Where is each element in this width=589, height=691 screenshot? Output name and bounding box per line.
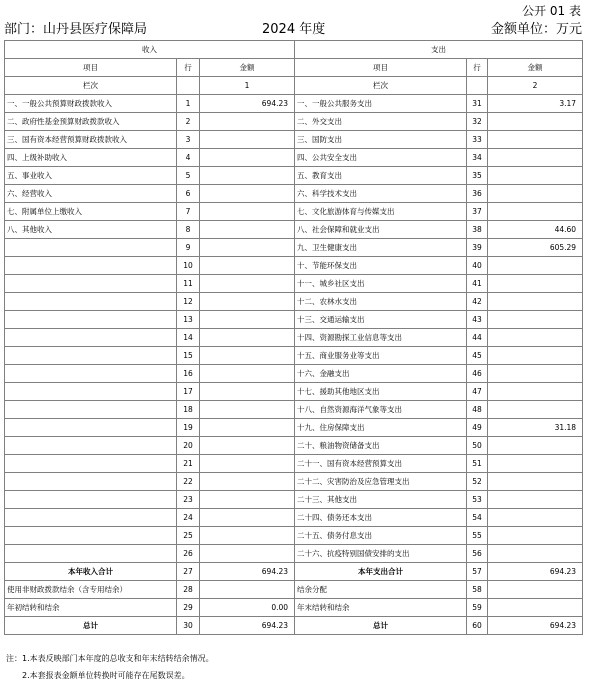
expense-line-cell: 31 (467, 95, 488, 113)
income-amount-cell (200, 401, 295, 419)
income-line-cell: 10 (177, 257, 200, 275)
table-row (5, 365, 583, 383)
income-item-cell: 三、国有资本经营预算财政拨款收入 (5, 131, 177, 149)
income-amount-cell (200, 257, 295, 275)
expense-amount-cell (488, 527, 583, 545)
table-row (5, 401, 583, 419)
table-row (5, 437, 583, 455)
expense-amount-cell (488, 455, 583, 473)
expense-item-cell: 十二、农林水支出 (295, 293, 467, 311)
expense-line-cell: 60 (467, 617, 488, 635)
income-item-cell: 二、政府性基金预算财政拨款收入 (5, 113, 177, 131)
income-item-cell: 八、其他收入 (5, 221, 177, 239)
table-row (5, 599, 583, 617)
income-item-cell: 使用非财政拨款结余（含专用结余） (5, 581, 177, 599)
table-row (5, 185, 583, 203)
income-line-cell: 8 (177, 221, 200, 239)
income-amount-cell (200, 113, 295, 131)
expense-section-title: 支出 (295, 41, 583, 59)
income-line-cell: 21 (177, 455, 200, 473)
expense-line-cell: 35 (467, 167, 488, 185)
income-amount-cell (200, 203, 295, 221)
expense-amount-cell (488, 185, 583, 203)
expense-item-cell: 十九、住房保障支出 (295, 419, 467, 437)
expense-line-cell: 56 (467, 545, 488, 563)
expense-item-cell: 二十五、债务付息支出 (295, 527, 467, 545)
expense-amount-cell: 44.60 (488, 221, 583, 239)
expense-line-cell: 55 (467, 527, 488, 545)
expense-line-cell: 32 (467, 113, 488, 131)
income-line-cell: 6 (177, 185, 200, 203)
expense-item-cell: 十五、商业服务业等支出 (295, 347, 467, 365)
income-line-cell: 30 (177, 617, 200, 635)
expense-amount-seq: 2 (488, 77, 583, 95)
income-expense-table (4, 40, 583, 635)
expense-item-cell: 九、卫生健康支出 (295, 239, 467, 257)
expense-line-cell: 52 (467, 473, 488, 491)
income-seq-line (177, 77, 200, 95)
expense-amount-cell (488, 347, 583, 365)
income-item-cell: 本年收入合计 (5, 563, 177, 581)
expense-item-cell: 二十一、国有资本经营预算支出 (295, 455, 467, 473)
income-line-cell: 7 (177, 203, 200, 221)
expense-line-cell: 48 (467, 401, 488, 419)
income-line-cell: 4 (177, 149, 200, 167)
income-item-cell: 年初结转和结余 (5, 599, 177, 617)
expense-line-cell: 41 (467, 275, 488, 293)
income-amount-cell: 694.23 (200, 617, 295, 635)
income-item-cell (5, 293, 177, 311)
income-line-cell: 23 (177, 491, 200, 509)
expense-item-cell: 十三、交通运输支出 (295, 311, 467, 329)
expense-line-cell: 50 (467, 437, 488, 455)
income-item-cell: 总计 (5, 617, 177, 635)
table-row (5, 473, 583, 491)
expense-item-cell: 结余分配 (295, 581, 467, 599)
income-item-header: 项目 (5, 59, 177, 77)
expense-line-cell: 54 (467, 509, 488, 527)
fiscal-year-label: 2024 年度 (262, 22, 326, 37)
income-line-cell: 5 (177, 167, 200, 185)
income-item-cell (5, 347, 177, 365)
income-line-cell: 9 (177, 239, 200, 257)
income-seq-label: 栏次 (5, 77, 177, 95)
expense-item-cell: 本年支出合计 (295, 563, 467, 581)
expense-amount-cell (488, 383, 583, 401)
income-amount-cell (200, 437, 295, 455)
expense-amount-header: 金额 (488, 59, 583, 77)
income-amount-cell (200, 167, 295, 185)
income-section-title: 收入 (5, 41, 295, 59)
income-amount-cell (200, 311, 295, 329)
expense-line-cell: 58 (467, 581, 488, 599)
table-row (5, 563, 583, 581)
expense-line-cell: 45 (467, 347, 488, 365)
income-amount-cell (200, 473, 295, 491)
income-line-cell: 25 (177, 527, 200, 545)
table-row (5, 617, 583, 635)
table-row (5, 527, 583, 545)
income-amount-cell (200, 275, 295, 293)
income-amount-cell (200, 581, 295, 599)
expense-item-cell: 十六、金融支出 (295, 365, 467, 383)
table-row (5, 545, 583, 563)
income-line-cell: 15 (177, 347, 200, 365)
expense-item-cell: 二十、粮油物资储备支出 (295, 437, 467, 455)
expense-item-cell: 十四、资源勘探工业信息等支出 (295, 329, 467, 347)
income-line-cell: 28 (177, 581, 200, 599)
expense-line-cell: 40 (467, 257, 488, 275)
table-row (5, 275, 583, 293)
expense-line-cell: 53 (467, 491, 488, 509)
expense-line-cell: 46 (467, 365, 488, 383)
amount-unit-label: 金额单位：万元 (490, 22, 582, 37)
note-1: 注：1.本表反映部门本年度的总收支和年末结转结余情况。 (6, 654, 214, 663)
expense-amount-cell: 3.17 (488, 95, 583, 113)
income-item-cell (5, 239, 177, 257)
expense-line-cell: 39 (467, 239, 488, 257)
expense-item-cell: 八、社会保障和就业支出 (295, 221, 467, 239)
expense-amount-cell: 694.23 (488, 563, 583, 581)
expense-line-cell: 59 (467, 599, 488, 617)
table-row (5, 491, 583, 509)
income-line-cell: 20 (177, 437, 200, 455)
expense-amount-cell (488, 437, 583, 455)
table-row (5, 329, 583, 347)
expense-line-header: 行 (467, 59, 488, 77)
table-row (5, 149, 583, 167)
expense-amount-cell (488, 329, 583, 347)
expense-amount-cell (488, 293, 583, 311)
note-2: 2.本套报表金额单位转换时可能存在尾数误差。 (22, 671, 190, 680)
income-item-cell (5, 491, 177, 509)
expense-item-cell: 六、科学技术支出 (295, 185, 467, 203)
income-amount-cell: 694.23 (200, 95, 295, 113)
income-amount-cell (200, 329, 295, 347)
income-line-cell: 12 (177, 293, 200, 311)
expense-item-cell: 二十四、债务还本支出 (295, 509, 467, 527)
income-line-cell: 24 (177, 509, 200, 527)
expense-item-cell: 年末结转和结余 (295, 599, 467, 617)
table-row (5, 257, 583, 275)
expense-amount-cell (488, 491, 583, 509)
expense-line-cell: 36 (467, 185, 488, 203)
expense-line-cell: 38 (467, 221, 488, 239)
income-item-cell: 六、经营收入 (5, 185, 177, 203)
expense-line-cell: 47 (467, 383, 488, 401)
income-amount-cell (200, 455, 295, 473)
income-item-cell: 五、事业收入 (5, 167, 177, 185)
expense-amount-cell (488, 599, 583, 617)
expense-seq-line (467, 77, 488, 95)
table-row (5, 455, 583, 473)
expense-amount-cell (488, 167, 583, 185)
table-row (5, 419, 583, 437)
expense-item-header: 项目 (295, 59, 467, 77)
income-amount-seq: 1 (200, 77, 295, 95)
expense-amount-cell: 605.29 (488, 239, 583, 257)
income-amount-cell (200, 509, 295, 527)
expense-amount-cell (488, 401, 583, 419)
expense-item-cell: 十、节能环保支出 (295, 257, 467, 275)
income-amount-cell (200, 545, 295, 563)
income-line-cell: 18 (177, 401, 200, 419)
income-amount-cell (200, 149, 295, 167)
expense-item-cell: 总计 (295, 617, 467, 635)
income-line-cell: 2 (177, 113, 200, 131)
expense-item-cell: 一、一般公共服务支出 (295, 95, 467, 113)
expense-item-cell: 二十三、其他支出 (295, 491, 467, 509)
table-row (5, 509, 583, 527)
income-amount-cell: 0.00 (200, 599, 295, 617)
expense-amount-cell (488, 545, 583, 563)
income-line-cell: 27 (177, 563, 200, 581)
income-item-cell (5, 401, 177, 419)
expense-seq-label: 栏次 (295, 77, 467, 95)
expense-amount-cell (488, 365, 583, 383)
income-line-cell: 26 (177, 545, 200, 563)
expense-amount-cell (488, 473, 583, 491)
income-amount-cell (200, 383, 295, 401)
expense-item-cell: 二十二、灾害防治及应急管理支出 (295, 473, 467, 491)
expense-line-cell: 33 (467, 131, 488, 149)
income-item-cell (5, 527, 177, 545)
expense-item-cell: 十八、自然资源海洋气象等支出 (295, 401, 467, 419)
income-item-cell (5, 545, 177, 563)
income-item-cell (5, 509, 177, 527)
expense-item-cell: 二、外交支出 (295, 113, 467, 131)
income-item-cell (5, 437, 177, 455)
notes (6, 650, 214, 684)
expense-line-cell: 43 (467, 311, 488, 329)
table-row (5, 347, 583, 365)
table-row (5, 131, 583, 149)
table-row (5, 113, 583, 131)
income-line-cell: 22 (177, 473, 200, 491)
table-row (5, 203, 583, 221)
income-line-cell: 19 (177, 419, 200, 437)
expense-amount-cell (488, 509, 583, 527)
income-line-cell: 13 (177, 311, 200, 329)
income-item-cell (5, 275, 177, 293)
expense-item-cell: 七、文化旅游体育与传媒支出 (295, 203, 467, 221)
expense-amount-cell: 694.23 (488, 617, 583, 635)
income-amount-header: 金额 (200, 59, 295, 77)
table-row (5, 167, 583, 185)
expense-item-cell: 三、国防支出 (295, 131, 467, 149)
income-amount-cell (200, 347, 295, 365)
income-line-cell: 11 (177, 275, 200, 293)
column-seq-row (5, 77, 583, 95)
income-line-header: 行 (177, 59, 200, 77)
income-item-cell (5, 455, 177, 473)
table-row (5, 221, 583, 239)
income-item-cell (5, 419, 177, 437)
income-line-cell: 16 (177, 365, 200, 383)
income-amount-cell (200, 491, 295, 509)
income-item-cell (5, 383, 177, 401)
expense-item-cell: 十一、城乡社区支出 (295, 275, 467, 293)
income-line-cell: 1 (177, 95, 200, 113)
income-item-cell (5, 257, 177, 275)
income-item-cell (5, 365, 177, 383)
income-item-cell: 七、附属单位上缴收入 (5, 203, 177, 221)
income-item-cell (5, 473, 177, 491)
income-amount-cell (200, 527, 295, 545)
expense-amount-cell (488, 581, 583, 599)
table-row (5, 581, 583, 599)
column-header-row (5, 59, 583, 77)
income-item-cell (5, 329, 177, 347)
table-row (5, 95, 583, 113)
income-amount-cell (200, 239, 295, 257)
expense-amount-cell (488, 131, 583, 149)
expense-amount-cell (488, 113, 583, 131)
section-header-row (5, 41, 583, 59)
income-amount-cell (200, 419, 295, 437)
expense-amount-cell (488, 257, 583, 275)
income-line-cell: 3 (177, 131, 200, 149)
expense-line-cell: 42 (467, 293, 488, 311)
income-amount-cell (200, 185, 295, 203)
expense-amount-cell (488, 275, 583, 293)
form-code: 公开 01 表 (522, 4, 581, 18)
income-amount-cell (200, 131, 295, 149)
expense-item-cell: 十七、援助其他地区支出 (295, 383, 467, 401)
expense-line-cell: 34 (467, 149, 488, 167)
expense-line-cell: 57 (467, 563, 488, 581)
income-item-cell: 四、上级补助收入 (5, 149, 177, 167)
expense-line-cell: 37 (467, 203, 488, 221)
income-amount-cell (200, 365, 295, 383)
expense-item-cell: 四、公共安全支出 (295, 149, 467, 167)
income-amount-cell: 694.23 (200, 563, 295, 581)
table-row (5, 293, 583, 311)
income-item-cell: 一、一般公共预算财政拨款收入 (5, 95, 177, 113)
income-line-cell: 29 (177, 599, 200, 617)
table-row (5, 311, 583, 329)
expense-amount-cell (488, 311, 583, 329)
income-amount-cell (200, 221, 295, 239)
expense-item-cell: 五、教育支出 (295, 167, 467, 185)
department-label: 部门：山丹县医疗保障局 (4, 22, 148, 37)
table-row (5, 239, 583, 257)
expense-line-cell: 51 (467, 455, 488, 473)
table-row (5, 383, 583, 401)
income-line-cell: 14 (177, 329, 200, 347)
expense-amount-cell (488, 203, 583, 221)
report-header (4, 18, 582, 36)
expense-item-cell: 二十六、抗疫特别国债安排的支出 (295, 545, 467, 563)
expense-amount-cell: 31.18 (488, 419, 583, 437)
income-amount-cell (200, 293, 295, 311)
income-line-cell: 17 (177, 383, 200, 401)
expense-amount-cell (488, 149, 583, 167)
income-item-cell (5, 311, 177, 329)
expense-line-cell: 49 (467, 419, 488, 437)
expense-line-cell: 44 (467, 329, 488, 347)
